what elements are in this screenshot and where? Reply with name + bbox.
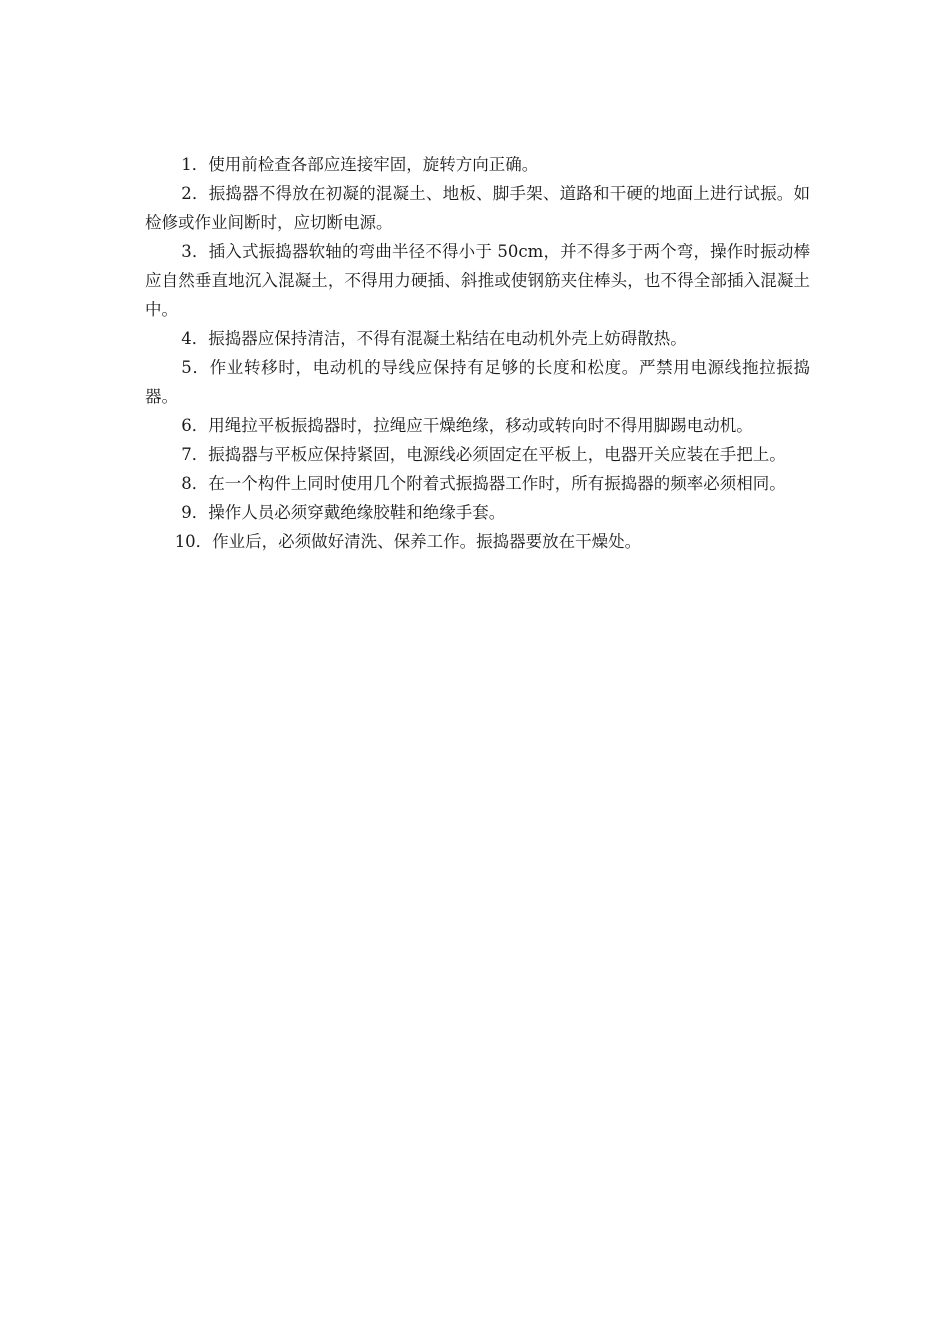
rule-item-10: 10．作业后，必须做好清洗、保养工作。振捣器要放在干燥处。 [174, 532, 642, 551]
rule-item-1: 1．使用前检查各部应连接牢固，旋转方向正确。 [181, 155, 539, 174]
safety-rules-list [145, 150, 810, 556]
rule-item-4: 4．振捣器应保持清洁，不得有混凝土粘结在电动机外壳上妨碍散热。 [181, 329, 687, 348]
rule-item-7: 7．振捣器与平板应保持紧固，电源线必须固定在平板上，电器开关应装在手把上。 [181, 445, 786, 464]
rule-item-5: 5．作业转移时，电动机的导线应保持有足够的长度和松度。严禁用电源线拖拉振捣器。 [145, 358, 810, 406]
rule-item-2: 2．振捣器不得放在初凝的混凝土、地板、脚手架、道路和干硬的地面上进行试振。如检修或作业间断时，应切断电源。 [145, 184, 810, 232]
rule-item-3: 3．插入式振捣器软轴的弯曲半径不得小于 50cm，并不得多于两个弯，操作时振动棒应自然垂直地沉入混凝土，不得用力硬插、斜推或使钢筋夹住棒头，也不得全部插入混凝土中。 [145, 242, 810, 319]
rule-item-8: 8．在一个构件上同时使用几个附着式振捣器工作时，所有振捣器的频率必须相同。 [181, 474, 786, 493]
rule-item-9: 9．操作人员必须穿戴绝缘胶鞋和绝缘手套。 [181, 503, 506, 522]
rule-item-6: 6．用绳拉平板振捣器时，拉绳应干燥绝缘，移动或转向时不得用脚踢电动机。 [181, 416, 753, 435]
